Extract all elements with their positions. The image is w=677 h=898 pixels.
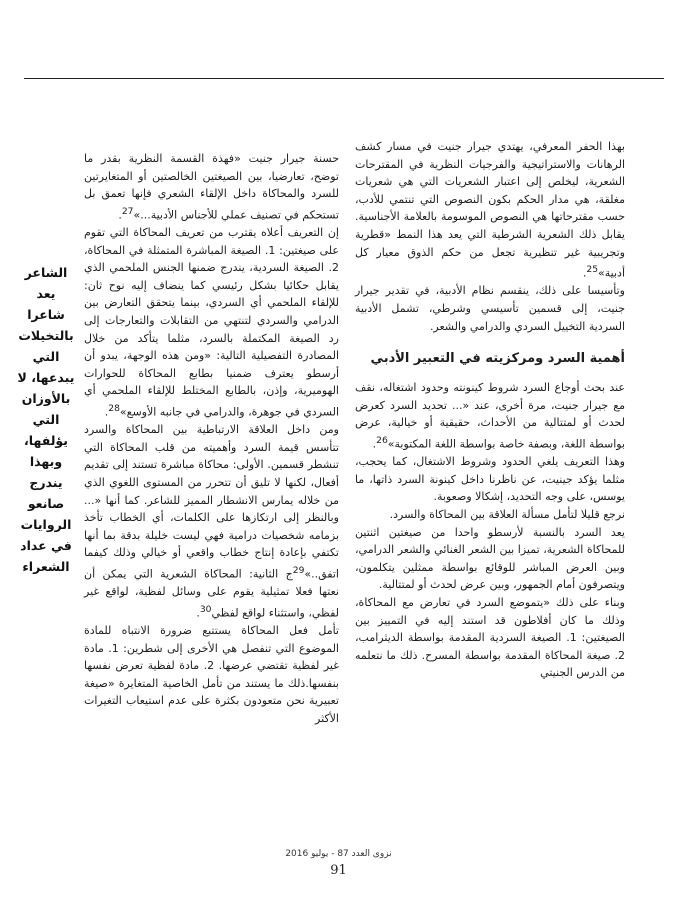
footnote-ref: 30 [199,603,212,615]
right-paragraph-6: يعد السرد بالنسبة لأرسطو واحدا من صيغتين اثنتين للمحاكاة الشعرية، تميزا بين الشعر الغنائي والشعر الدرامي، وبين العرض المباشر للوقائع بواسطة ممثلين يتكلمون، ويتصرفون أمام الجمهور، وبين عرض لحدث أو لمتتالية. [355,525,625,592]
footnote-ref: 27 [121,205,134,217]
page-number: 91 [330,863,347,878]
middle-paragraph-2: إن التعريف أعلاه يقترب من تعريف المحاكاة التي تقوم على صيغتين: 1. الصيغة المباشرة المتمثلة في المحاكاة، 2. الصيغة السردية، يندرج ضمنها الجنس الملحمي الذي يقابل حكائيا بشكل رئيسي كما ينضاف إليه نوح ثان: للإلقاء الملحمي أي السردي، بينما يتحقق التعارض بين الدرامي والسردي لتنتهي من التقابلات والتعارجات إلى رد الصيغة المكتملة بالسرد، مثلما يتأكد من خلال المصادرة التفصيلية التالية: «ومن هذه الوجهة، يبدو أن أرسطو يعترف ضمنيا بطابع المحاكاة للحوارات الهوميرية، وإذن، بالطابع المختلط للإلقاء الملحمي أي السردي في جوهرة، والدرامي في جانبه الأوسع»$^{28}$. [84,226,339,419]
middle-paragraph-4: تأمل فعل المحاكاة يستتبع ضرورة الانتباه للمادة الموضوع التي تنفصل هي الأخرى إلى شطرين: 1. مادة غير لفظية تقتضي عرضها. 2. مادة لفظية تعرض نفسها بنفسها.ذلك ما يستند من تأمل الخاصية المتغايرة «صيغة تعبيرية نحن متعودون بكثرة على عدم استيعاب التغيرات الأكثر [84,624,339,726]
right-paragraph-5: نرجع قليلا لتأمل مسألة العلاقة بين المحاكاة والسرد. [389,508,625,521]
section-heading: أهمية السرد ومركزيته في التعبير الأدبي [370,351,625,367]
middle-paragraph-3: ومن داخل العلاقة الارتباطية بين المحاكاة والسرد تتأسس قيمة السرد وأهميته من قلب المحاكاة التي تنشطر قسمين. الأولى: محاكاة مباشرة تستند إلى تقديم أفعال، لكنها لا تليق أن تتحرر من المستوى اللغوي الذي من خلاله يمارس الانشطار المميز للشاعر. كما أنها «... وبالنظر إلى ارتكازها على الكلمات، أي الخطاب تأخذ بزمامه شخصيات درامية فهي ليست خليلة بدقة بما أنها تكتفي بإعادة إنتاج خطاب واقعي أو خيالي وذلك كيفما اتفق..»$^{29}$ج الثانية: المحاكاة الشعرية التي يمكن أن نعتها فعلا تمثيلية يقوم على وسائل لفظية، لواقع غير لفظي، واستثناء لواقع لفظي$^{30}$. [84,423,339,620]
right-paragraph-7: وبناء على ذلك «يتموضع السرد في تعارض مع المحاكاة، وذلك ما كان أفلاطون قد استند إليه في التمييز بين الصيغتين: 1. الصيغة السردية المقدمة بواسطة الديثرامب، 2. صيغة المحاكاة المقدمة بواسطة المسرح. ذلك ما نتعلمه من الدرس الجنيتي [355,595,625,680]
right-column [355,138,625,682]
page-footer [0,848,677,880]
top-rule [24,78,664,79]
right-paragraph-3: عند بحث أوجاع السرد شروط كينونته وحدود اشتغاله، نقف مع جيرار جنيت، مرة أخرى، عند «... تحديد السرد كعرض لحدث أو لمتتالية من الأحداث، حقيقية أو خيالية، عرض بواسطة اللغة، وبصفة خاصة بواسطة اللغة المكتوبة»$^{26}$. [355,381,625,451]
right-paragraph-1: بهذا الحفر المعرفي، يهتدي جيرار جنيت في مسار كشف الرهانات والاستراتيجية والفرجيات النظرية في المقترحات الشعرية، ليخلص إلى اعتبار الشعريات التي هي شعريات مغلقة، هي مدار الحكم بكون النصوص التي تنتمي للأدب، حسب مقترحاتها هي النصوص الموسومة بالعلامة الأجناسية. يقابل ذلك الشعرية الشرطية التي يعد هذا النمط «قطرية وتجريبية غير تنظيرية تجعل من حكم الذوق معيار كل أدبية»$^{25}$. [355,140,625,280]
middle-column [84,150,339,728]
middle-paragraph-1: حسنة جيرار جنيت «فهذة القسمة النظرية بقدر ما توضح، تعارضيا، بين الصيغتين الخالصتين أو المتغايرتين للسرد والمحاكاة داخل الإلقاء الشعري فإنها تعمق بل تستحكم في تصنيف عملي للأجناس الأدبية...»$^{27}$. [84,152,339,222]
pull-quote: الشاعر يعد شاعرا بالتخيلات التي يبدعها، لا بالأوزان التي يؤلفها، وبهذا يندرج صانعو الروايات في عداد الشعراء [17,265,75,574]
footnote-ref: 29 [292,564,305,576]
issue-label: نزوى العدد 87 - يوليو 2016 [285,849,392,859]
right-paragraph-4: وهذا التعريف يلغي الحدود وشروط الاشتغال، كما يحجب، مثلما يؤكد جينيت، عن ناظرنا داخل كينونة السرد ذاتها، ما يوسس، على وجه التحديد، إشكالا وصعوبة. [355,455,625,504]
footnote-ref: 26 [376,434,388,446]
footnote-ref: 25 [586,264,599,276]
footnote-ref: 28 [108,402,120,414]
right-paragraph-2: وتأسيسا على ذلك، ينقسم نظام الأدبية، في تقدير جيرار جنيت، إلى قسمين تأسيسي وشرطي، تشمل الأدبية السردية التخييل السردي والدرامي والشعر. [355,284,625,333]
